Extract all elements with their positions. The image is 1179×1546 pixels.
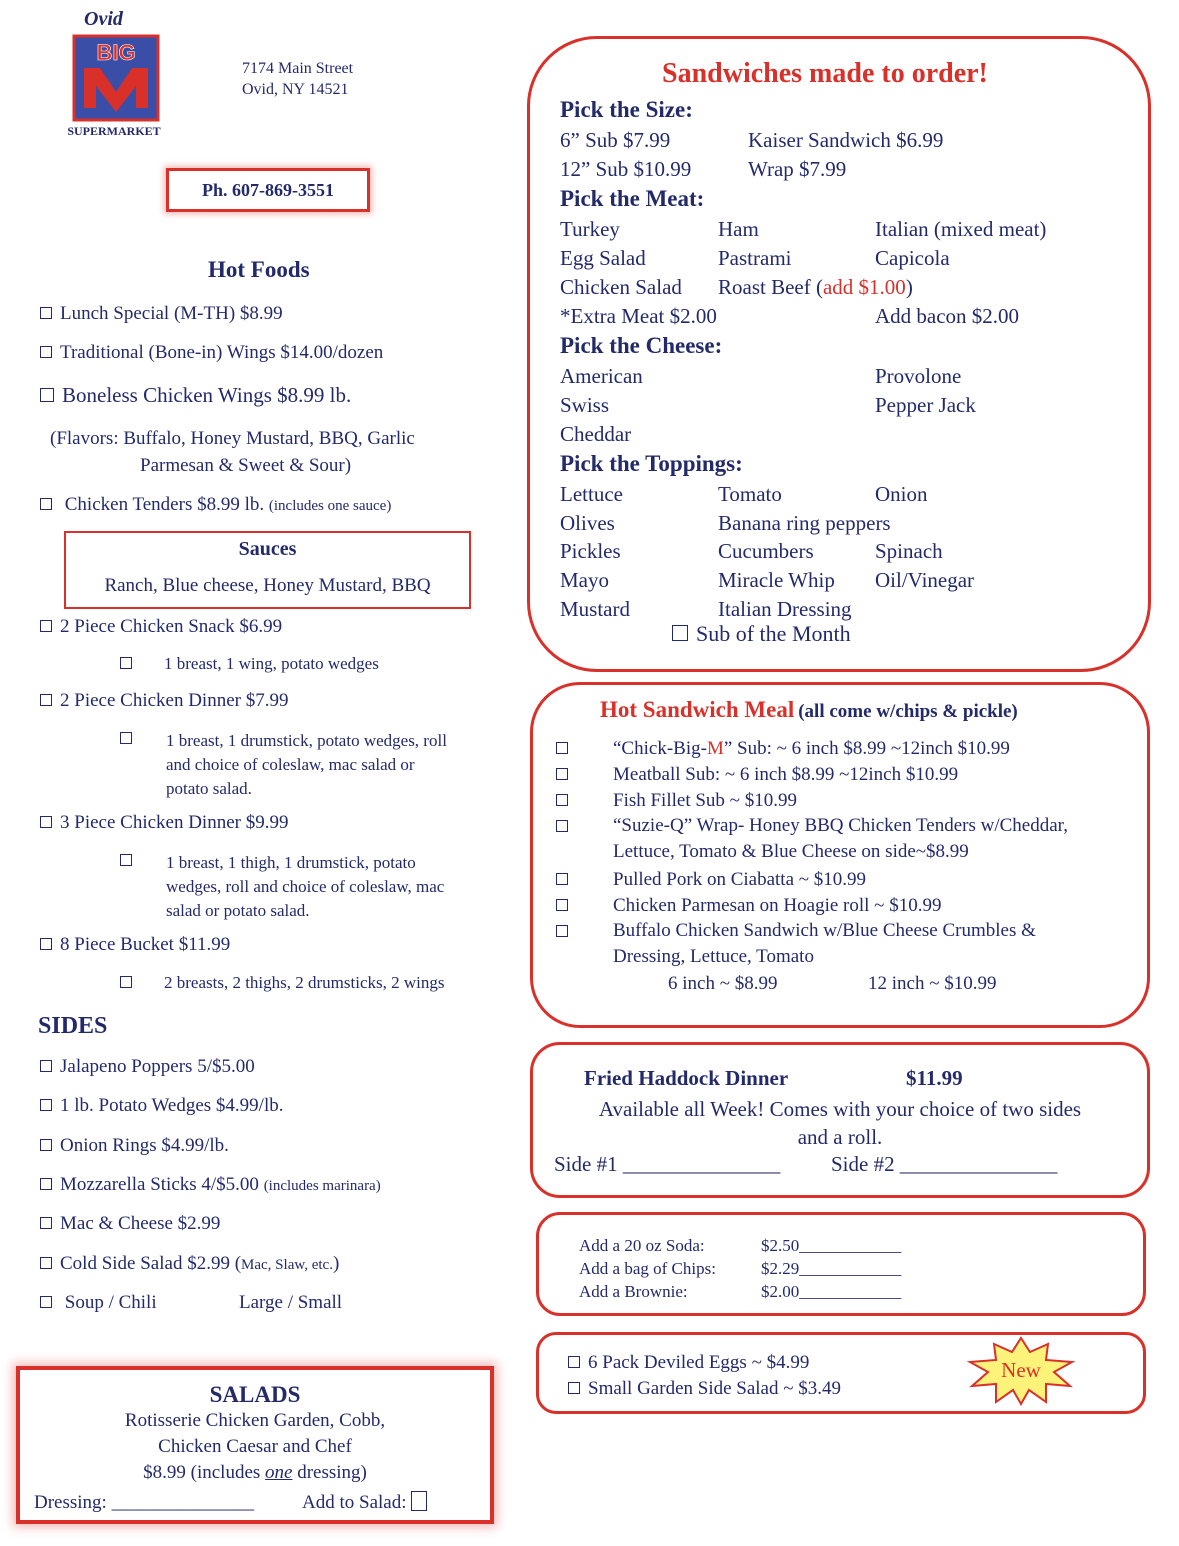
addon-chips-label: Add a bag of Chips: <box>579 1259 716 1278</box>
checkbox-icon[interactable] <box>40 1060 52 1072</box>
checkbox-icon[interactable] <box>40 1178 52 1190</box>
poppers-item[interactable]: Jalapeno Poppers 5/$5.00 <box>40 1056 255 1078</box>
checkbox-icon[interactable] <box>556 873 568 885</box>
garden-salad-item[interactable]: Small Garden Side Salad ~ $3.49 <box>568 1378 841 1400</box>
checkbox-icon[interactable] <box>120 976 132 988</box>
addon-brownie-label: Add a Brownie: <box>579 1282 688 1301</box>
topping-cucumbers[interactable]: Cucumbers <box>718 539 814 563</box>
side-2-field[interactable]: Side #2 _______________ <box>831 1152 1058 1176</box>
bucket-desc: 2 breasts, 2 thighs, 2 drumsticks, 2 wings <box>120 973 445 993</box>
size-kaiser[interactable]: Kaiser Sandwich $6.99 <box>748 128 944 152</box>
cheese-heading: Pick the Cheese: <box>560 333 723 358</box>
lunch-special-item[interactable]: Lunch Special (M-TH) $8.99 <box>40 303 283 325</box>
checkbox-icon[interactable] <box>556 768 568 780</box>
topping-banana-peppers[interactable]: Banana ring peppers <box>718 511 891 535</box>
add-to-salad[interactable]: Add to Salad: <box>302 1490 435 1516</box>
cheese-cheddar[interactable]: Cheddar <box>560 422 632 446</box>
addon-soda-price[interactable]: $2.50____________ <box>761 1236 902 1255</box>
topping-spinach[interactable]: Spinach <box>875 539 943 563</box>
salads-line-2: Chicken Caesar and Chef <box>158 1436 352 1457</box>
addon-soda-label: Add a 20 oz Soda: <box>579 1236 705 1255</box>
topping-italian-dressing[interactable]: Italian Dressing <box>718 597 852 621</box>
snack-desc: 1 breast, 1 wing, potato wedges <box>120 654 379 674</box>
address-line-2: Ovid, NY 14521 <box>242 81 349 98</box>
topping-onion[interactable]: Onion <box>875 482 928 506</box>
checkbox-icon[interactable] <box>556 925 568 937</box>
sauces-title: Sauces <box>238 538 297 560</box>
onion-rings-item[interactable]: Onion Rings $4.99/lb. <box>40 1135 229 1157</box>
meat-heading: Pick the Meat: <box>560 186 705 211</box>
wings-item[interactable]: Traditional (Bone-in) Wings $14.00/dozen <box>40 342 383 364</box>
topping-miracle-whip[interactable]: Miracle Whip <box>718 568 835 592</box>
buffalo-6-inch[interactable]: 6 inch ~ $8.99 <box>668 973 778 994</box>
two-piece-dinner-item[interactable]: 2 Piece Chicken Dinner $7.99 <box>40 690 288 712</box>
meat-capicola[interactable]: Capicola <box>875 246 950 270</box>
sandwiches-title: Sandwiches made to order! <box>662 58 988 89</box>
mozz-sticks-item[interactable]: Mozzarella Sticks 4/$5.00 (includes marinara) <box>40 1174 381 1196</box>
hot-sandwich-title: Hot Sandwich Meal (all come w/chips & pickle) <box>600 697 1018 722</box>
addon-chips-price[interactable]: $2.29____________ <box>761 1259 902 1278</box>
checkbox-icon[interactable] <box>40 1217 52 1229</box>
topping-tomato[interactable]: Tomato <box>718 482 782 506</box>
sauces-list: Ranch, Blue cheese, Honey Mustard, BBQ <box>104 575 431 596</box>
meat-pastrami[interactable]: Pastrami <box>718 246 792 270</box>
wedges-item[interactable]: 1 lb. Potato Wedges $4.99/lb. <box>40 1095 283 1117</box>
topping-pickles[interactable]: Pickles <box>560 539 621 563</box>
cheese-swiss[interactable]: Swiss <box>560 393 610 417</box>
checkbox-icon[interactable] <box>40 694 52 706</box>
meat-roast-beef[interactable]: Roast Beef (add $1.00) <box>718 275 913 299</box>
topping-lettuce[interactable]: Lettuce <box>560 482 623 506</box>
addon-brownie-price[interactable]: $2.00____________ <box>761 1282 902 1301</box>
three-piece-dinner-item[interactable]: 3 Piece Chicken Dinner $9.99 <box>40 812 288 834</box>
checkbox-icon[interactable] <box>40 1139 52 1151</box>
checkbox-icon[interactable] <box>672 625 688 641</box>
sauces-box <box>64 531 471 609</box>
logo-big-text: BIG <box>96 40 136 65</box>
checkbox-icon[interactable] <box>556 794 568 806</box>
flavors-line-2: Parmesan & Sweet & Sour) <box>140 455 352 476</box>
buffalo-12-inch[interactable]: 12 inch ~ $10.99 <box>868 973 997 994</box>
checkbox-icon[interactable] <box>40 388 54 402</box>
sub-of-month[interactable]: Sub of the Month <box>672 621 851 647</box>
cold-salad-item[interactable]: Cold Side Salad $2.99 (Mac, Slaw, etc.) <box>40 1253 339 1275</box>
hot-item-buffalo[interactable]: Buffalo Chicken Sandwich w/Blue Cheese Crumbles & Dressing, Lettuce, Tomato <box>556 921 576 943</box>
meat-egg-salad[interactable]: Egg Salad <box>560 246 646 270</box>
hot-item-pulled-pork[interactable]: Pulled Pork on Ciabatta ~ $10.99 <box>556 869 576 891</box>
checkbox-icon[interactable] <box>120 657 132 669</box>
hot-item-fish[interactable]: Fish Fillet Sub ~ $10.99 <box>556 790 576 812</box>
haddock-title: Fried Haddock Dinner <box>584 1066 789 1090</box>
toppings-heading: Pick the Toppings: <box>560 451 743 476</box>
dinner3-option[interactable] <box>120 851 140 871</box>
new-badge <box>966 1336 1076 1406</box>
checkbox-icon[interactable] <box>556 742 568 754</box>
dinner3-desc: 1 breast, 1 thigh, 1 drumstick, potato wedges, roll and choice of coleslaw, mac salad or potato salad. <box>166 853 445 920</box>
size-heading: Pick the Size: <box>560 97 693 122</box>
salads-title: SALADS <box>209 1382 301 1407</box>
checkbox-icon[interactable] <box>40 498 52 510</box>
new-badge-label: New <box>1001 1358 1041 1382</box>
addon-prices <box>761 1234 901 1303</box>
checkbox-icon[interactable] <box>411 1491 427 1511</box>
checkbox-icon[interactable] <box>120 732 132 744</box>
haddock-desc: Available all Week! Comes with your choice of two sides and a roll. <box>598 1097 1082 1149</box>
meat-ham[interactable]: Ham <box>718 217 759 241</box>
cheese-american[interactable]: American <box>560 364 643 388</box>
logo-top-text: Ovid <box>84 8 123 30</box>
logo-bottom-text: SUPERMARKET <box>67 124 161 138</box>
checkbox-icon[interactable] <box>40 938 52 950</box>
checkbox-icon[interactable] <box>568 1382 580 1394</box>
bucket-item[interactable]: 8 Piece Bucket $11.99 <box>40 934 230 956</box>
dinner2-desc: 1 breast, 1 drumstick, potato wedges, roll and choice of coleslaw, mac salad or potato salad. <box>166 731 447 798</box>
flavors-line-1: (Flavors: Buffalo, Honey Mustard, BBQ, Garlic <box>50 428 415 449</box>
checkbox-icon[interactable] <box>40 1099 52 1111</box>
checkbox-icon[interactable] <box>40 346 52 358</box>
topping-mustard[interactable]: Mustard <box>560 597 630 621</box>
haddock-price: $11.99 <box>906 1066 963 1090</box>
boneless-wings-item[interactable]: Boneless Chicken Wings $8.99 lb. <box>40 383 351 408</box>
deviled-eggs-item[interactable]: 6 Pack Deviled Eggs ~ $4.99 <box>568 1352 809 1374</box>
phone-number[interactable]: Ph. 607-869-3551 <box>166 168 370 212</box>
hot-item-chicken-parm[interactable]: Chicken Parmesan on Hoagie roll ~ $10.99 <box>556 895 576 917</box>
add-bacon[interactable]: Add bacon $2.00 <box>875 304 1020 328</box>
tenders-item[interactable]: Chicken Tenders $8.99 lb. (includes one sauce) <box>40 494 391 516</box>
store-logo <box>54 8 174 138</box>
salads-line-1: Rotisserie Chicken Garden, Cobb, <box>124 1410 386 1431</box>
cheese-pepper-jack[interactable]: Pepper Jack <box>875 393 976 417</box>
hot-item-chick-big-m[interactable]: “Chick-Big-M” Sub: ~ 6 inch $8.99 ~12inch $10.99 <box>556 738 576 760</box>
address-line-1: 7174 Main Street <box>242 60 354 77</box>
topping-olives[interactable]: Olives <box>560 511 615 535</box>
checkbox-icon[interactable] <box>568 1356 580 1368</box>
chicken-snack-item[interactable]: 2 Piece Chicken Snack $6.99 <box>40 616 282 638</box>
extra-meat[interactable]: *Extra Meat $2.00 <box>560 304 717 328</box>
hot-foods-title: Hot Foods <box>208 257 310 282</box>
hot-item-meatball[interactable]: Meatball Sub: ~ 6 inch $8.99 ~12inch $10.99 <box>556 764 576 786</box>
topping-oil-vinegar[interactable]: Oil/Vinegar <box>875 568 975 592</box>
checkbox-icon[interactable] <box>40 307 52 319</box>
checkbox-icon[interactable] <box>40 816 52 828</box>
checkbox-icon[interactable] <box>40 1257 52 1269</box>
store-address <box>242 58 353 100</box>
checkbox-icon[interactable] <box>40 1296 52 1308</box>
meat-turkey[interactable]: Turkey <box>560 217 620 241</box>
dinner2-option[interactable] <box>120 729 140 749</box>
checkbox-icon[interactable] <box>40 620 52 632</box>
addon-labels <box>579 1234 716 1303</box>
hot-item-suzie-q[interactable]: “Suzie-Q” Wrap- Honey BBQ Chicken Tenders w/Cheddar, Lettuce, Tomato & Blue Cheese on side~$8.99 <box>556 816 576 838</box>
mac-cheese-item[interactable]: Mac & Cheese $2.99 <box>40 1213 220 1235</box>
topping-mayo[interactable]: Mayo <box>560 568 609 592</box>
cheese-provolone[interactable]: Provolone <box>875 364 962 388</box>
meat-chicken-salad[interactable]: Chicken Salad <box>560 275 682 299</box>
checkbox-icon[interactable] <box>120 854 132 866</box>
salads-box <box>16 1366 494 1524</box>
side-1-field[interactable]: Side #1 _______________ <box>554 1152 781 1176</box>
soup-chili-item[interactable]: Soup / Chili <box>40 1292 157 1314</box>
salads-price: $8.99 (includes one dressing) <box>143 1462 367 1483</box>
meat-italian[interactable]: Italian (mixed meat) <box>875 217 1047 241</box>
size-wrap[interactable]: Wrap $7.99 <box>748 157 847 181</box>
size-12-sub[interactable]: 12” Sub $10.99 <box>560 157 692 181</box>
checkbox-icon[interactable] <box>556 899 568 911</box>
size-6-sub[interactable]: 6” Sub $7.99 <box>560 128 671 152</box>
sides-title: SIDES <box>38 1013 108 1039</box>
dressing-field[interactable]: Dressing: _______________ <box>34 1492 255 1513</box>
soup-size-options[interactable]: Large / Small <box>239 1292 343 1313</box>
checkbox-icon[interactable] <box>556 820 568 832</box>
